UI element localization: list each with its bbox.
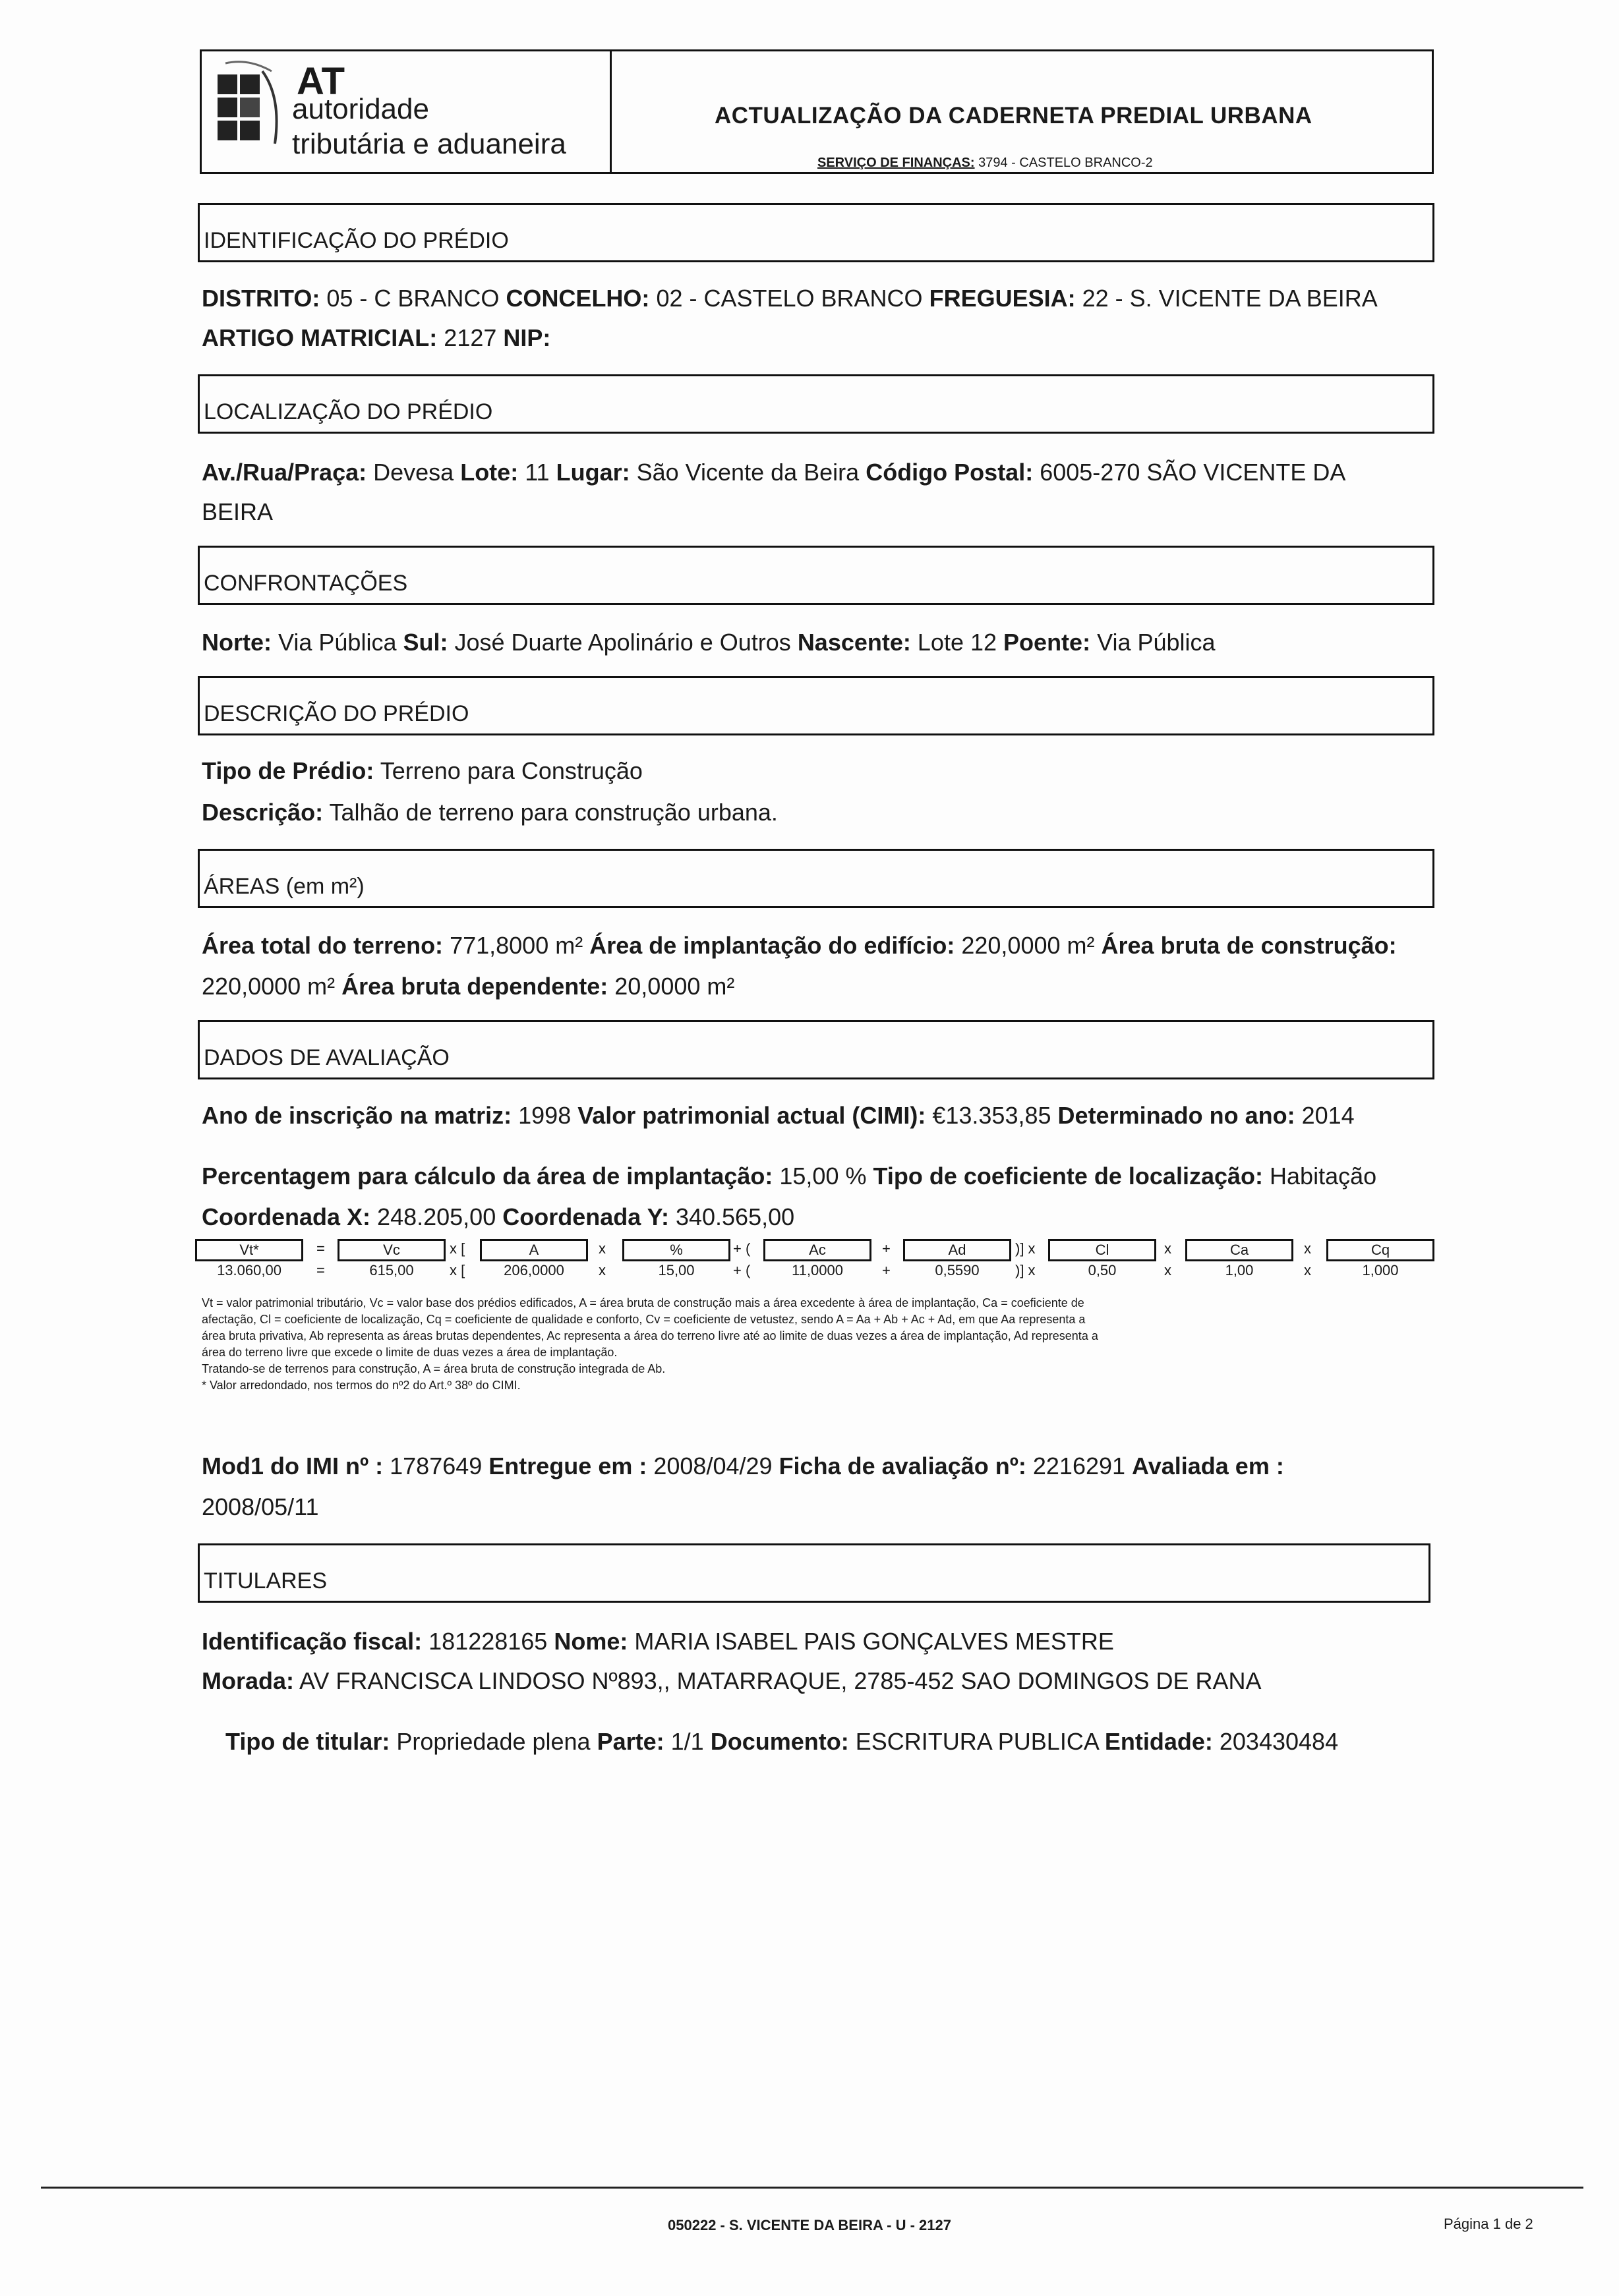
confrontacoes-line: Norte: Via Pública Sul: José Duarte Apolinário e Outros Nascente: Lote 12 Poente: Via Pública — [202, 629, 1216, 656]
section-localizacao: LOCALIZAÇÃO DO PRÉDIO — [198, 374, 1434, 434]
areas-line1: Área total do terreno: 771,8000 m² Área de implantação do edifício: 220,0000 m² Área bruta de construção: — [202, 932, 1397, 959]
section-descricao: DESCRIÇÃO DO PRÉDIO — [198, 676, 1434, 735]
formula-ad-label: Ad — [903, 1239, 1011, 1261]
formula-vc-label: Vc — [338, 1239, 446, 1261]
formula-ac-value: 11,0000 — [792, 1262, 843, 1278]
formula-op: = — [316, 1262, 325, 1278]
formula-op: x — [599, 1240, 606, 1257]
servico-financas: SERVIÇO DE FINANÇAS: 3794 - CASTELO BRANCO-2 — [817, 156, 1153, 170]
localizacao-line2: BEIRA — [202, 498, 274, 525]
section-identificacao: IDENTIFICAÇÃO DO PRÉDIO — [198, 203, 1434, 262]
section-areas: ÁREAS (em m²) — [198, 849, 1434, 908]
at-logo-icon — [212, 58, 285, 157]
formula-pct-value: 15,00 — [658, 1262, 695, 1278]
avaliacao-coordenadas: Coordenada X: 248.205,00 Coordenada Y: 340.565,00 — [202, 1203, 795, 1230]
formula-notes: Vt = valor patrimonial tributário, Vc = valor base dos prédios edificados, A = área bruta de construção mais a área excedente à área de implantação, Ca = coeficiente de afectação, Cl = coeficiente de localização, Cq = coeficiente de qualidade e conforto, Cv = coeficiente de vetustez, sendo A = Aa + Ab + Ac + Ad, em que Aa representa a área bruta privativa, Ab representa as áreas brutas dependentes, Ac representa a área do terreno livre até ao limite de duas vezes a área de implantação, Ad representa a área do terreno livre que excede o limite de duas vezes a área de implantação. Tratando-se de terrenos para construção, A = área bruta de construção integrada de Ab. * Valor arredondado, nos termos do nº2 do Art.º 38º do CIMI. — [202, 1296, 1098, 1392]
formula-op: x — [1164, 1240, 1171, 1257]
formula-op: + ( — [733, 1240, 751, 1257]
formula-op: x [ — [450, 1240, 465, 1257]
header-divider — [610, 49, 612, 174]
titulares-morada: Morada: AV FRANCISCA LINDOSO Nº893,, MATARRAQUE, 2785-452 SAO DOMINGOS DE RANA — [202, 1667, 1262, 1694]
formula-op: x — [1164, 1262, 1171, 1278]
areas-line2: 220,0000 m² Área bruta dependente: 20,0000 m² — [202, 973, 735, 1000]
formula-op: x [ — [450, 1262, 465, 1278]
avaliacao-data: 2008/05/11 — [202, 1493, 319, 1520]
formula-ca-value: 1,00 — [1225, 1262, 1254, 1278]
formula-pct-label: % — [622, 1239, 730, 1261]
formula-vt-value: 13.060,00 — [217, 1262, 281, 1278]
formula-cq-label: Cq — [1326, 1239, 1434, 1261]
page-number: Página 1 de 2 — [1444, 2216, 1533, 2232]
section-confrontacoes: CONFRONTAÇÕES — [198, 546, 1434, 605]
logo-line1: autoridade — [292, 93, 429, 125]
avaliacao-line2: Percentagem para cálculo da área de implantação: 15,00 % Tipo de coeficiente de localização: Habitação — [202, 1162, 1377, 1190]
formula-op: + — [882, 1262, 891, 1278]
titulares-nif: Identificação fiscal: 181228165 Nome: MARIA ISABEL PAIS GONÇALVES MESTRE — [202, 1628, 1114, 1655]
formula-op: x — [1304, 1240, 1311, 1257]
document-title: ACTUALIZAÇÃO DA CADERNETA PREDIAL URBANA — [715, 103, 1312, 129]
formula-vc-value: 615,00 — [369, 1262, 414, 1278]
formula-ca-label: Ca — [1185, 1239, 1293, 1261]
section-avaliacao: DADOS DE AVALIAÇÃO — [198, 1020, 1434, 1079]
formula-op: + — [882, 1240, 891, 1257]
formula-op: x — [599, 1262, 606, 1278]
formula-op: )] x — [1015, 1240, 1036, 1257]
formula-ac-label: Ac — [763, 1239, 871, 1261]
titulares-tipo: Tipo de titular: Propriedade plena Parte: 1/1 Documento: ESCRITURA PUBLICA Entidade: 203430484 — [225, 1728, 1339, 1755]
localizacao-line1: Av./Rua/Praça: Devesa Lote: 11 Lugar: São Vicente da Beira Código Postal: 6005-270 SÃO VICENTE DA — [202, 459, 1346, 486]
section-titulares: TITULARES — [198, 1543, 1430, 1603]
formula-op: + ( — [733, 1262, 751, 1278]
formula-cl-label: Cl — [1048, 1239, 1156, 1261]
identificacao-line2: ARTIGO MATRICIAL: 2127 NIP: — [202, 324, 551, 351]
formula-cl-value: 0,50 — [1088, 1262, 1117, 1278]
descricao-texto: Descrição: Talhão de terreno para construção urbana. — [202, 799, 778, 826]
formula-ad-value: 0,5590 — [935, 1262, 980, 1278]
formula-op: x — [1304, 1262, 1311, 1278]
formula-a-label: A — [480, 1239, 588, 1261]
footer-rule — [41, 2187, 1583, 2189]
footer-reference: 050222 - S. VICENTE DA BEIRA - U - 2127 — [668, 2217, 951, 2233]
logo-line2: tributária e aduaneira — [292, 128, 566, 160]
formula-op: )] x — [1015, 1262, 1036, 1278]
formula-a-value: 206,0000 — [504, 1262, 564, 1278]
identificacao-line1: DISTRITO: 05 - C BRANCO CONCELHO: 02 - CASTELO BRANCO FREGUESIA: 22 - S. VICENTE DA BEIRA — [202, 285, 1378, 312]
logo-at: AT — [297, 60, 345, 103]
formula-cq-value: 1,000 — [1362, 1262, 1399, 1278]
formula-vt-label: Vt* — [195, 1239, 303, 1261]
avaliacao-mod1: Mod1 do IMI nº : 1787649 Entregue em : 2008/04/29 Ficha de avaliação nº: 2216291 Avaliada em : — [202, 1452, 1284, 1479]
avaliacao-line1: Ano de inscrição na matriz: 1998 Valor patrimonial actual (CIMI): €13.353,85 Determinado no ano: 2014 — [202, 1102, 1355, 1129]
descricao-tipo: Tipo de Prédio: Terreno para Construção — [202, 757, 643, 784]
formula-op: = — [316, 1240, 325, 1257]
